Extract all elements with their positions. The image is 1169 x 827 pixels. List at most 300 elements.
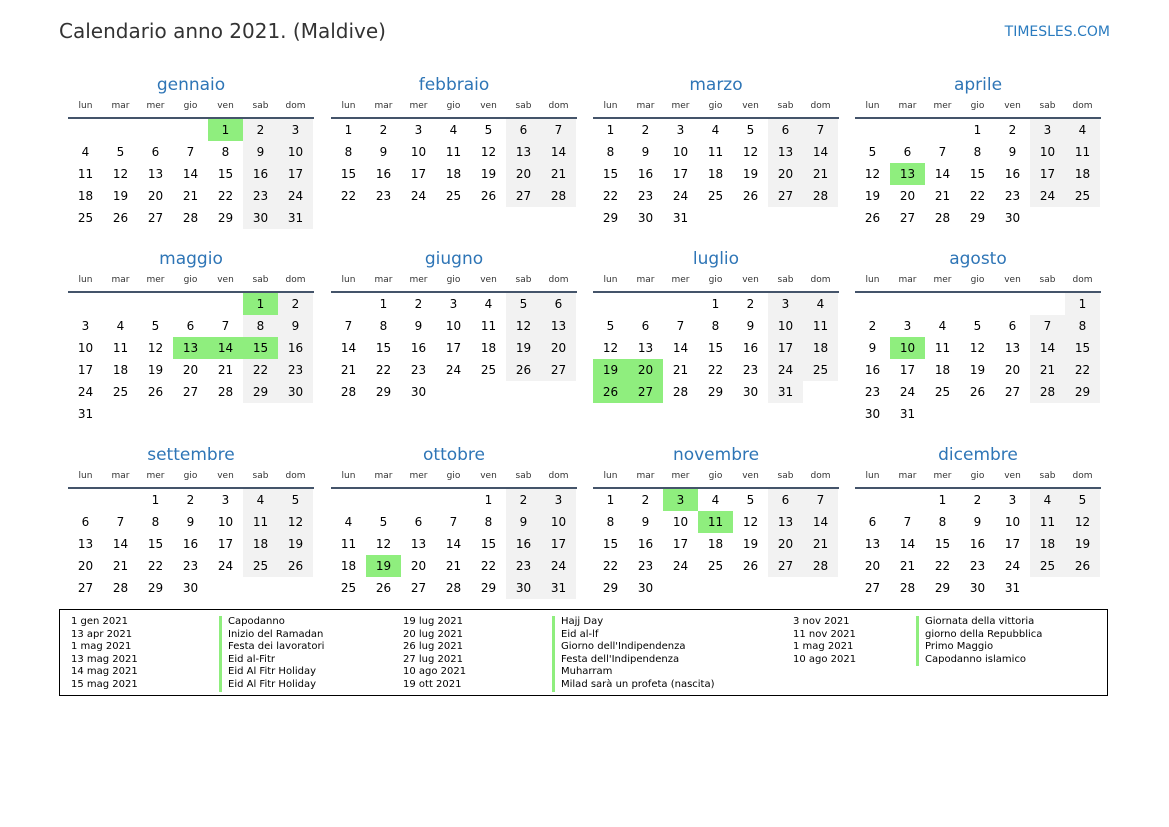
day-cell: 4 xyxy=(711,123,720,137)
day-cell: 19 xyxy=(969,363,986,377)
day-cell: 26 xyxy=(1065,555,1100,577)
day-cell: 9 xyxy=(379,145,388,159)
week-row xyxy=(331,359,577,381)
day-cell: 4 xyxy=(116,319,125,333)
week-row xyxy=(593,163,839,185)
empty-cell xyxy=(1065,577,1100,599)
day-cell: 10 xyxy=(278,141,313,163)
day-cell: 27 xyxy=(147,211,164,225)
weekday-label: mer xyxy=(933,101,952,111)
day-cell: 8 xyxy=(938,515,947,529)
day-cell: 24 xyxy=(410,189,427,203)
holiday-legend xyxy=(59,609,1108,696)
weekday-label: mar xyxy=(898,471,917,481)
day-cell: 5 xyxy=(506,293,541,315)
week-row xyxy=(331,577,577,599)
day-cell: 8 xyxy=(484,515,493,529)
day-cell: 6 xyxy=(768,489,803,511)
day-cell: 11 xyxy=(77,167,94,181)
weekday-label: gio xyxy=(183,101,198,111)
site-link[interactable]: TIMESLES.COM xyxy=(1004,24,1110,40)
legend-names xyxy=(219,616,324,692)
day-cell: 29 xyxy=(217,211,234,225)
day-cell: 12 xyxy=(506,315,541,337)
day-cell: 5 xyxy=(379,515,388,529)
week-row xyxy=(68,381,314,403)
legend-date: 1 mag 2021 xyxy=(793,641,854,653)
day-cell: 22 xyxy=(969,189,986,203)
legend-date: 15 mag 2021 xyxy=(71,678,138,690)
day-cell: 28 xyxy=(899,581,916,595)
day-cell: 17 xyxy=(1004,537,1021,551)
day-cell: 23 xyxy=(410,363,427,377)
empty-cell xyxy=(401,489,436,511)
week-row xyxy=(855,207,1101,229)
empty-cell xyxy=(733,577,768,599)
day-cell: 27 xyxy=(768,185,803,207)
empty-cell xyxy=(366,489,401,511)
day-cell: 14 xyxy=(340,341,357,355)
empty-cell xyxy=(1030,293,1065,315)
day-cell: 25 xyxy=(112,385,129,399)
week-row xyxy=(593,185,839,207)
weekday-label: ven xyxy=(1004,101,1021,111)
day-cell: 16 xyxy=(969,537,986,551)
day-cell: 2 xyxy=(641,493,650,507)
week-row xyxy=(68,315,314,337)
week-row xyxy=(331,293,577,315)
week-row xyxy=(331,315,577,337)
weekday-label: mer xyxy=(409,471,428,481)
day-cell: 16 xyxy=(637,167,654,181)
day-cell: 2 xyxy=(243,119,278,141)
week-row xyxy=(68,403,314,425)
day-cell: 6 xyxy=(641,319,650,333)
day-cell: 13 xyxy=(147,167,164,181)
empty-cell xyxy=(803,577,838,599)
day-cell: 22 xyxy=(375,363,392,377)
weekday-label: mar xyxy=(374,101,393,111)
day-cell: 5 xyxy=(973,319,982,333)
day-cell: 11 xyxy=(1065,141,1100,163)
week-row xyxy=(855,315,1101,337)
weekday-label: sab xyxy=(252,275,269,285)
day-cell: 26 xyxy=(593,381,628,403)
page-title: Calendario anno 2021. (Maldive) xyxy=(59,19,386,43)
week-row xyxy=(331,185,577,207)
day-cell: 7 xyxy=(938,145,947,159)
day-cell: 19 xyxy=(480,167,497,181)
day-cell: 23 xyxy=(637,559,654,573)
day-cell: 25 xyxy=(707,559,724,573)
legend-holiday: Inizio del Ramadan xyxy=(219,629,324,642)
empty-cell xyxy=(1030,403,1065,425)
day-cell: 30 xyxy=(864,407,881,421)
week-row xyxy=(593,381,839,403)
day-cell: 23 xyxy=(1004,189,1021,203)
day-cell: 1 xyxy=(606,493,615,507)
day-cell: 1 xyxy=(243,293,278,315)
day-cell: 3 xyxy=(414,123,423,137)
day-cell: 7 xyxy=(803,489,838,511)
week-row xyxy=(68,337,314,359)
week-row xyxy=(855,163,1101,185)
day-cell: 3 xyxy=(663,489,698,511)
day-cell: 29 xyxy=(243,381,278,403)
empty-cell xyxy=(68,489,103,511)
month-giugno xyxy=(331,247,577,403)
empty-cell xyxy=(208,403,243,425)
day-cell: 20 xyxy=(899,189,916,203)
weekday-label: dom xyxy=(810,471,831,481)
day-cell: 18 xyxy=(340,559,357,573)
empty-cell xyxy=(855,293,890,315)
weekday-label: mar xyxy=(898,101,917,111)
day-cell: 31 xyxy=(1004,581,1021,595)
day-cell: 25 xyxy=(934,385,951,399)
day-cell: 25 xyxy=(803,359,838,381)
legend-date: 1 gen 2021 xyxy=(71,616,129,627)
day-cell: 16 xyxy=(182,537,199,551)
day-cell: 17 xyxy=(77,363,94,377)
weekday-label: dom xyxy=(810,101,831,111)
day-cell: 23 xyxy=(506,555,541,577)
day-cell: 8 xyxy=(344,145,353,159)
weekday-label: sab xyxy=(777,101,794,111)
day-cell: 1 xyxy=(1065,293,1100,315)
day-cell: 25 xyxy=(707,189,724,203)
week-row xyxy=(331,337,577,359)
day-cell: 19 xyxy=(593,359,628,381)
day-cell: 19 xyxy=(742,537,759,551)
day-cell: 26 xyxy=(480,189,497,203)
day-cell: 22 xyxy=(602,559,619,573)
empty-cell xyxy=(593,293,628,315)
legend-holiday: Eid Al Fitr Holiday xyxy=(219,666,324,679)
weekday-label: mar xyxy=(636,275,655,285)
weekday-label: dom xyxy=(1072,275,1093,285)
day-cell: 4 xyxy=(1030,489,1065,511)
day-cell: 27 xyxy=(768,555,803,577)
day-cell: 29 xyxy=(969,211,986,225)
day-cell: 28 xyxy=(934,211,951,225)
day-cell: 21 xyxy=(803,163,838,185)
weekday-label: ven xyxy=(217,471,234,481)
legend-date: 11 nov 2021 xyxy=(793,628,856,640)
weekday-label: ven xyxy=(1004,471,1021,481)
day-cell: 13 xyxy=(864,537,881,551)
day-cell: 11 xyxy=(445,145,462,159)
day-cell: 26 xyxy=(112,211,129,225)
day-cell: 15 xyxy=(602,167,619,181)
day-cell: 26 xyxy=(864,211,881,225)
week-row xyxy=(68,163,314,185)
day-cell: 27 xyxy=(628,381,663,403)
day-cell: 29 xyxy=(375,385,392,399)
weekday-header xyxy=(593,97,839,115)
month-aprile xyxy=(855,73,1101,229)
day-cell: 18 xyxy=(77,189,94,203)
day-cell: 30 xyxy=(1004,211,1021,225)
day-cell: 12 xyxy=(375,537,392,551)
month-title: luglio xyxy=(692,249,740,269)
week-row xyxy=(855,359,1101,381)
month-gennaio xyxy=(68,73,314,229)
day-cell: 18 xyxy=(707,537,724,551)
weekday-label: sab xyxy=(515,275,532,285)
day-cell: 8 xyxy=(711,319,720,333)
day-cell: 9 xyxy=(243,141,278,163)
weekday-label: mar xyxy=(636,101,655,111)
month-agosto xyxy=(855,247,1101,425)
day-cell: 19 xyxy=(742,167,759,181)
week-row xyxy=(68,359,314,381)
day-cell: 10 xyxy=(445,319,462,333)
legend-holiday: Eid al-Fitr xyxy=(219,654,324,667)
weekday-label: sab xyxy=(777,275,794,285)
day-cell: 27 xyxy=(864,581,881,595)
month-title: novembre xyxy=(672,445,760,465)
weekday-label: gio xyxy=(708,471,723,481)
day-cell: 24 xyxy=(672,559,689,573)
day-cell: 8 xyxy=(379,319,388,333)
day-cell: 27 xyxy=(1004,385,1021,399)
day-cell: 22 xyxy=(243,359,278,381)
empty-cell xyxy=(68,119,103,141)
day-cell: 25 xyxy=(243,555,278,577)
month-settembre xyxy=(68,443,314,599)
day-cell: 30 xyxy=(182,581,199,595)
week-row xyxy=(331,489,577,511)
day-cell: 21 xyxy=(541,163,576,185)
day-cell: 18 xyxy=(707,167,724,181)
weekday-label: dom xyxy=(1072,471,1093,481)
month-title: dicembre xyxy=(938,445,1018,465)
day-cell: 13 xyxy=(890,163,925,185)
weekday-label: ven xyxy=(480,101,497,111)
empty-cell xyxy=(208,293,243,315)
day-cell: 3 xyxy=(81,319,90,333)
weekday-label: dom xyxy=(285,471,306,481)
day-cell: 12 xyxy=(278,511,313,533)
day-cell: 24 xyxy=(445,363,462,377)
legend-date: 19 ott 2021 xyxy=(403,678,462,690)
day-cell: 18 xyxy=(243,533,278,555)
week-row xyxy=(593,293,839,315)
day-cell: 14 xyxy=(112,537,129,551)
legend-date: 1 mag 2021 xyxy=(71,641,132,653)
legend-holiday: Capodanno xyxy=(219,616,324,629)
day-cell: 31 xyxy=(541,577,576,599)
day-cell: 15 xyxy=(340,167,357,181)
week-row xyxy=(593,337,839,359)
day-cell: 28 xyxy=(541,185,576,207)
day-cell: 21 xyxy=(899,559,916,573)
weekday-label: lun xyxy=(341,275,356,285)
weekday-label: ven xyxy=(480,471,497,481)
month-title: aprile xyxy=(953,75,1003,95)
empty-cell xyxy=(890,489,925,511)
day-cell: 21 xyxy=(217,363,234,377)
day-cell: 1 xyxy=(379,297,388,311)
day-cell: 5 xyxy=(868,145,877,159)
day-cell: 8 xyxy=(606,145,615,159)
day-cell: 29 xyxy=(602,581,619,595)
weekday-label: lun xyxy=(603,471,618,481)
day-cell: 22 xyxy=(1065,359,1100,381)
day-cell: 9 xyxy=(278,315,313,337)
empty-cell xyxy=(925,403,960,425)
day-cell: 20 xyxy=(182,363,199,377)
day-cell: 16 xyxy=(1004,167,1021,181)
day-cell: 30 xyxy=(410,385,427,399)
weekday-label: sab xyxy=(515,471,532,481)
week-row xyxy=(68,577,314,599)
day-cell: 13 xyxy=(77,537,94,551)
legend-date: 20 lug 2021 xyxy=(403,628,463,640)
weekday-label: sab xyxy=(1039,275,1056,285)
day-cell: 7 xyxy=(449,515,458,529)
empty-cell xyxy=(925,293,960,315)
empty-cell xyxy=(68,293,103,315)
week-row xyxy=(68,119,314,141)
day-cell: 17 xyxy=(672,167,689,181)
day-cell: 18 xyxy=(445,167,462,181)
day-cell: 21 xyxy=(672,363,689,377)
day-cell: 25 xyxy=(77,211,94,225)
day-cell: 14 xyxy=(672,341,689,355)
day-cell: 16 xyxy=(375,167,392,181)
day-cell: 4 xyxy=(449,123,458,137)
legend-date: 27 lug 2021 xyxy=(403,653,463,665)
empty-cell xyxy=(173,119,208,141)
day-cell: 11 xyxy=(340,537,357,551)
empty-cell xyxy=(103,293,138,315)
week-row xyxy=(855,533,1101,555)
day-cell: 2 xyxy=(506,489,541,511)
day-cell: 5 xyxy=(116,145,125,159)
day-cell: 1 xyxy=(484,493,493,507)
weekday-label: gio xyxy=(970,471,985,481)
week-row xyxy=(593,533,839,555)
day-cell: 23 xyxy=(375,189,392,203)
weekday-label: dom xyxy=(285,101,306,111)
day-cell: 8 xyxy=(1065,315,1100,337)
week-row xyxy=(68,489,314,511)
day-cell: 24 xyxy=(1030,185,1065,207)
legend-holiday: Eid al-lf xyxy=(552,629,715,642)
legend-holiday: Festa dei lavoratori xyxy=(219,641,324,654)
day-cell: 6 xyxy=(903,145,912,159)
day-cell: 25 xyxy=(1065,185,1100,207)
day-cell: 29 xyxy=(147,581,164,595)
day-cell: 15 xyxy=(375,341,392,355)
day-cell: 25 xyxy=(445,189,462,203)
day-cell: 17 xyxy=(217,537,234,551)
day-cell: 27 xyxy=(410,581,427,595)
day-cell: 2 xyxy=(414,297,423,311)
week-row xyxy=(855,185,1101,207)
day-cell: 10 xyxy=(541,511,576,533)
day-cell: 2 xyxy=(379,123,388,137)
week-row xyxy=(593,141,839,163)
day-cell: 3 xyxy=(449,297,458,311)
week-row xyxy=(855,489,1101,511)
day-cell: 23 xyxy=(742,363,759,377)
day-cell: 22 xyxy=(147,559,164,573)
day-cell: 13 xyxy=(506,141,541,163)
empty-cell xyxy=(278,577,313,599)
day-cell: 19 xyxy=(147,363,164,377)
week-row xyxy=(855,119,1101,141)
empty-cell xyxy=(1065,403,1100,425)
day-cell: 24 xyxy=(278,185,313,207)
day-cell: 30 xyxy=(742,385,759,399)
day-cell: 6 xyxy=(414,515,423,529)
day-cell: 21 xyxy=(445,559,462,573)
month-title: settembre xyxy=(147,445,235,465)
weekday-label: lun xyxy=(865,275,880,285)
weekday-label: ven xyxy=(217,275,234,285)
day-cell: 22 xyxy=(707,363,724,377)
day-cell: 1 xyxy=(151,493,160,507)
day-cell: 3 xyxy=(541,489,576,511)
day-cell: 25 xyxy=(1030,555,1065,577)
weekday-label: mer xyxy=(671,101,690,111)
day-cell: 16 xyxy=(864,363,881,377)
day-cell: 13 xyxy=(541,315,576,337)
weekday-label: gio xyxy=(446,101,461,111)
empty-cell xyxy=(995,293,1030,315)
week-row xyxy=(68,511,314,533)
month-marzo xyxy=(593,73,839,229)
day-cell: 22 xyxy=(217,189,234,203)
empty-cell xyxy=(663,577,698,599)
legend-holiday: Festa dell'Indipendenza xyxy=(552,654,715,667)
month-febbraio xyxy=(331,73,577,207)
empty-cell xyxy=(768,577,803,599)
day-cell: 23 xyxy=(637,189,654,203)
day-cell: 10 xyxy=(672,145,689,159)
day-cell: 19 xyxy=(506,337,541,359)
day-cell: 7 xyxy=(221,319,230,333)
week-row xyxy=(331,163,577,185)
weekday-label: gio xyxy=(183,471,198,481)
day-cell: 1 xyxy=(606,123,615,137)
weekday-label: lun xyxy=(865,101,880,111)
day-cell: 17 xyxy=(1030,163,1065,185)
day-cell: 14 xyxy=(1030,337,1065,359)
day-cell: 9 xyxy=(641,515,650,529)
day-cell: 10 xyxy=(768,315,803,337)
day-cell: 10 xyxy=(217,515,234,529)
day-cell: 1 xyxy=(344,123,353,137)
day-cell: 1 xyxy=(711,297,720,311)
legend-holiday: Eid Al Fitr Holiday xyxy=(219,679,324,692)
weekday-label: lun xyxy=(78,471,93,481)
weekday-label: dom xyxy=(1072,101,1093,111)
day-cell: 5 xyxy=(746,493,755,507)
week-row xyxy=(331,141,577,163)
empty-cell xyxy=(698,577,733,599)
day-cell: 13 xyxy=(768,511,803,533)
day-cell: 17 xyxy=(410,167,427,181)
day-cell: 30 xyxy=(506,577,541,599)
weekday-label: ven xyxy=(217,101,234,111)
empty-cell xyxy=(855,119,890,141)
day-cell: 7 xyxy=(676,319,685,333)
empty-cell xyxy=(890,119,925,141)
